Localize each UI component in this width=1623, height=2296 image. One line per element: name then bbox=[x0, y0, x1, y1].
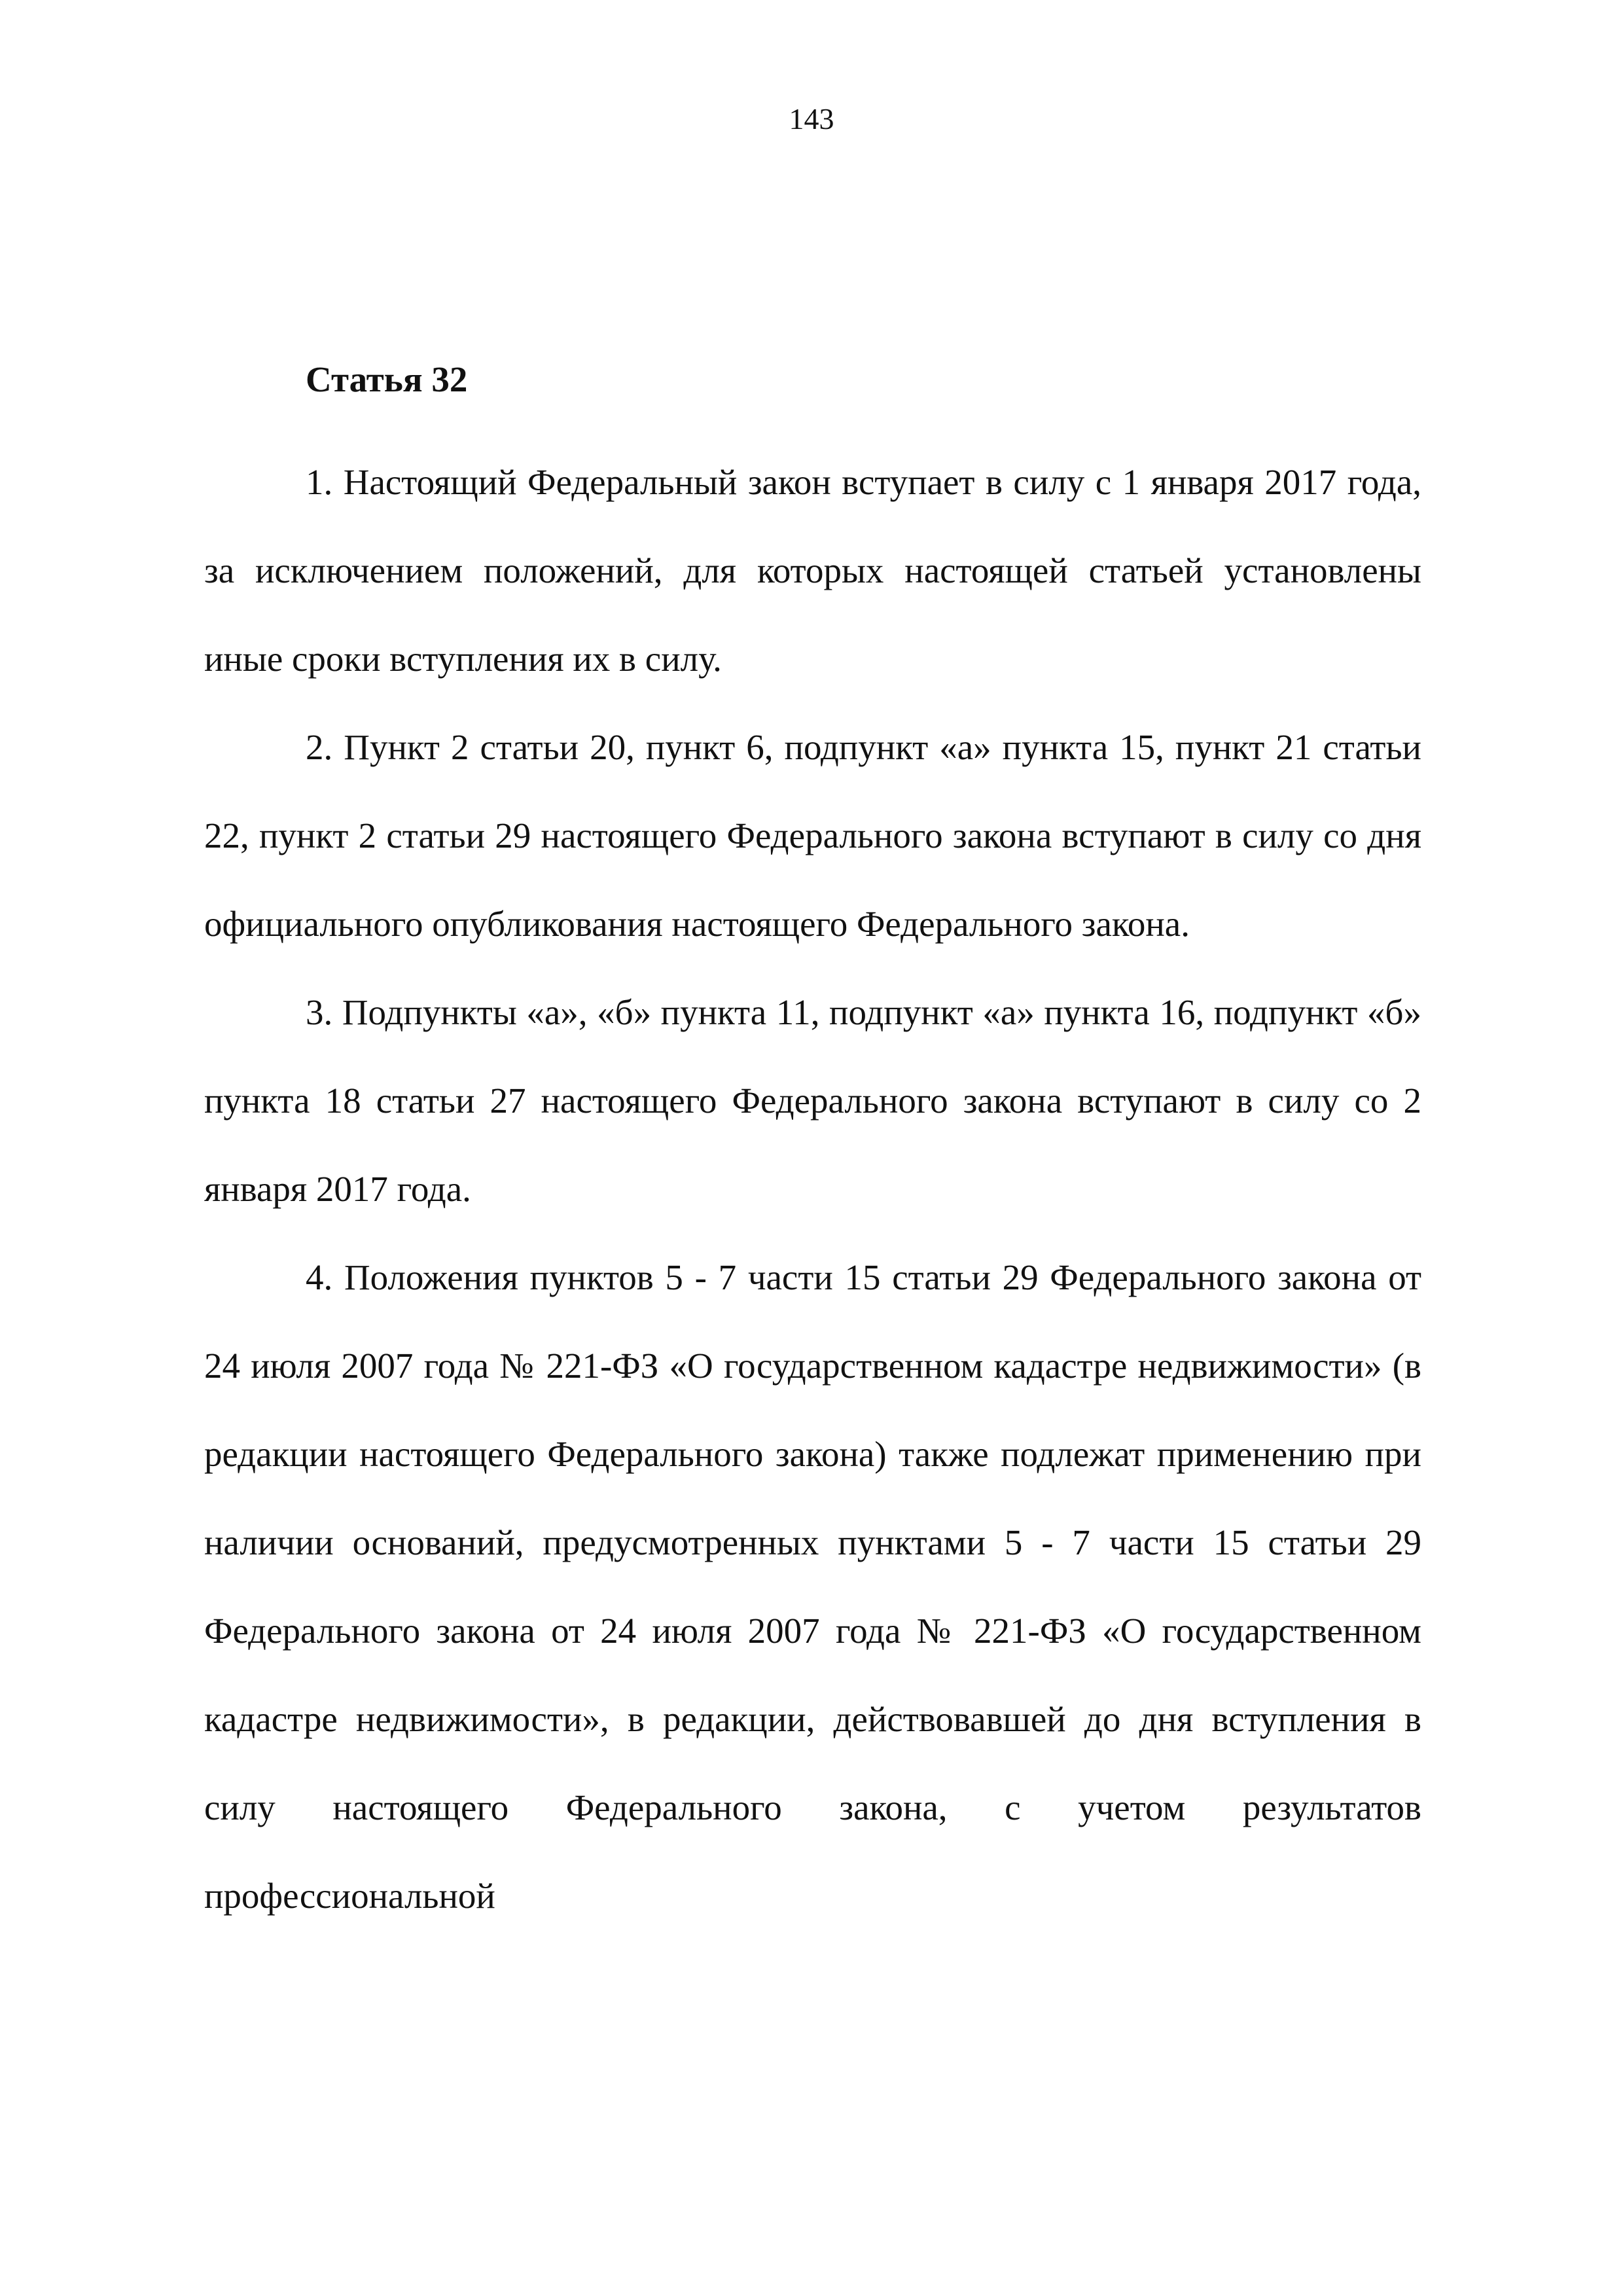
paragraph-1: 1. Настоящий Федеральный закон вступает в силу с 1 января 2017 года, за исключением положений, для которых настоящей статьей установлены иные сроки вступления их в силу. bbox=[204, 462, 1421, 679]
paragraph-3: 3. Подпункты «а», «б» пункта 11, подпункт «а» пункта 16, подпункт «б» пункта 18 статьи 27 настоящего Федерального закона вступают в силу со 2 января 2017 года. bbox=[204, 992, 1421, 1209]
article-body bbox=[204, 350, 1421, 1940]
paragraph-2: 2. Пункт 2 статьи 20, пункт 6, подпункт «а» пункта 15, пункт 21 статьи 22, пункт 2 статьи 29 настоящего Федерального закона вступают в силу со дня официального опубликования настоящего Федерального закона. bbox=[204, 727, 1421, 944]
paragraph-4: 4. Положения пунктов 5 - 7 части 15 статьи 29 Федерального закона от 24 июля 2007 года № 221-ФЗ «О государственном кадастре недвижимости» (в редакции настоящего Федерального закона) также подлежат применению при наличии оснований, предусмотренных пунктами 5 - 7 части 15 статьи 29 Федерального закона от 24 июля 2007 года № 221-ФЗ «О государственном кадастре недвижимости», в редакции, действовавшей до дня вступления в силу настоящего Федерального закона, с учетом результатов профессиональной bbox=[204, 1257, 1421, 1916]
article-title: Статья 32 bbox=[306, 359, 468, 399]
page-number: 143 bbox=[789, 102, 834, 135]
